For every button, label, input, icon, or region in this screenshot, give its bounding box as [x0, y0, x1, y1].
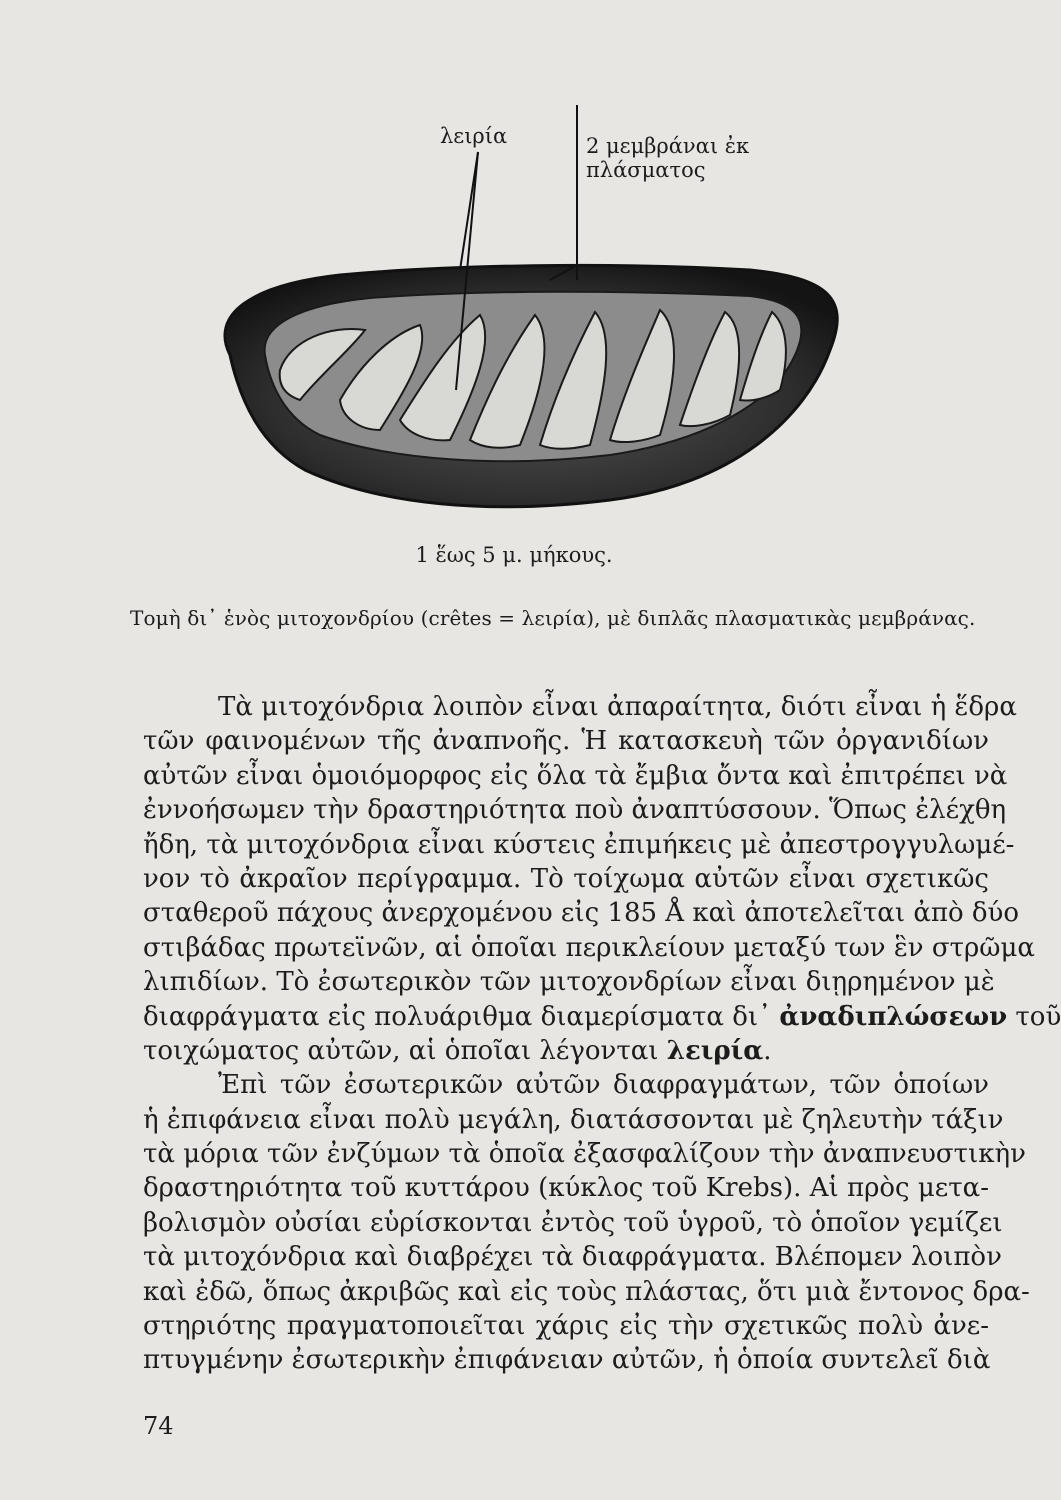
text-line: τὰ μόρια τῶν ἐνζύμων τὰ ὁποῖα ἐξασφαλίζουν τὴν ἀναπνευστικὴν — [143, 1139, 1026, 1170]
text-line: στηριότης πραγματοποιεῖται χάρις εἰς τὴν σχετικῶς πολὺ ἀνε- — [143, 1311, 989, 1342]
crista-label: λειρία — [440, 124, 508, 148]
text-line: δραστηριότητα τοῦ κυττάρου (κύκλος τοῦ Krebs). Αἱ πρὸς μετα- — [143, 1173, 989, 1204]
text-line: αὐτῶν εἶναι ὁμοιόμορφος εἰς ὅλα τὰ ἔμβια ὄντα καὶ ἐπιτρέπει νὰ — [143, 760, 1008, 791]
text-line: ἡ ἐπιφάνεια εἶναι πολὺ μεγάλη, διατάσσονται μὲ ζηλευτὴν τάξιν — [143, 1104, 1004, 1135]
text-line: σταθεροῦ πάχους ἀνερχομένου εἰς 185 Å καὶ ἀποτελεῖται ἀπὸ δύο — [143, 898, 1019, 929]
text-line: πτυγμένην ἐσωτερικὴν ἐπιφάνειαν αὐτῶν, ἡ ὁποία συντελεῖ διὰ — [143, 1345, 991, 1376]
text-line — [143, 1000, 1061, 1034]
bold-term: λειρία — [666, 1035, 764, 1066]
text-line: βολισμὸν οὐσίαι εὑρίσκονται ἐντὸς τοῦ ὑγροῦ, τὸ ὁποῖον γεμίζει — [143, 1207, 1003, 1238]
text-segment: . — [763, 1035, 772, 1066]
body-text — [143, 690, 1061, 1378]
text-line: Ἐπὶ τῶν ἐσωτερικῶν αὐτῶν διαφραγμάτων, τῶν ὁποίων — [218, 1070, 989, 1101]
page-number: 74 — [143, 1412, 174, 1440]
mitochondrion-figure — [190, 100, 870, 540]
text-segment: τοιχώματος αὐτῶν, αἱ ὁποῖαι λέγονται — [143, 1035, 659, 1066]
text-line — [143, 1034, 989, 1068]
text-line: στιβάδας πρωτεϊνῶν, αἱ ὁποῖαι περικλείουν μεταξύ των ἓν στρῶμα — [143, 932, 1035, 963]
text-segment: τοῦ — [1015, 1001, 1061, 1032]
text-line: τὰ μιτοχόνδρια καὶ διαβρέχει τὰ διαφράγματα. Βλέπομεν λοιπὸν — [143, 1242, 1002, 1273]
text-segment: διαφράγματα εἰς πολυάριθμα διαμερίσματα δι᾽ — [143, 1001, 772, 1032]
text-line: ἤδη, τὰ μιτοχόνδρια εἶναι κύστεις ἐπιμήκεις μὲ ἀπεστρογγυλωμέ- — [143, 829, 1015, 860]
text-line: Τὰ μιτοχόνδρια λοιπὸν εἶναι ἀπαραίτητα, διότι εἶναι ἡ ἕδρα — [218, 692, 1017, 722]
text-line: καὶ ἐδῶ, ὅπως ἀκριβῶς καὶ εἰς τοὺς πλάστας, ὅτι μιὰ ἔντονος δρα- — [143, 1276, 1030, 1307]
text-line: νον τὸ ἀκραῖον περίγραμμα. Τὸ τοίχωμα αὐτῶν εἶναι σχετικῶς — [143, 863, 989, 894]
figure-caption: Τομὴ δι᾽ ἑνὸς μιτοχονδρίου (crêtes = λειρία), μὲ διπλᾶς πλασματικὰς μεμβράνας. — [130, 606, 976, 630]
bold-term: ἀναδιπλώσεων — [779, 1001, 1008, 1032]
text-line: ἐννοήσωμεν τὴν δραστηριότητα ποὺ ἀναπτύσσουν. Ὅπως ἐλέχθη — [143, 795, 1007, 826]
text-line: λιπιδίων. Τὸ ἐσωτερικὸν τῶν μιτοχονδρίων εἶναι διῃρημένον μὲ — [143, 967, 995, 998]
text-line: τῶν φαινομένων τῆς ἀναπνοῆς. Ἡ κατασκευὴ τῶν ὀργανιδίων — [143, 726, 989, 757]
membranes-label: 2 μεμβράναι ἐκ πλάσματος — [586, 134, 750, 182]
scale-text: 1 ἕως 5 μ. μήκους. — [415, 543, 613, 567]
